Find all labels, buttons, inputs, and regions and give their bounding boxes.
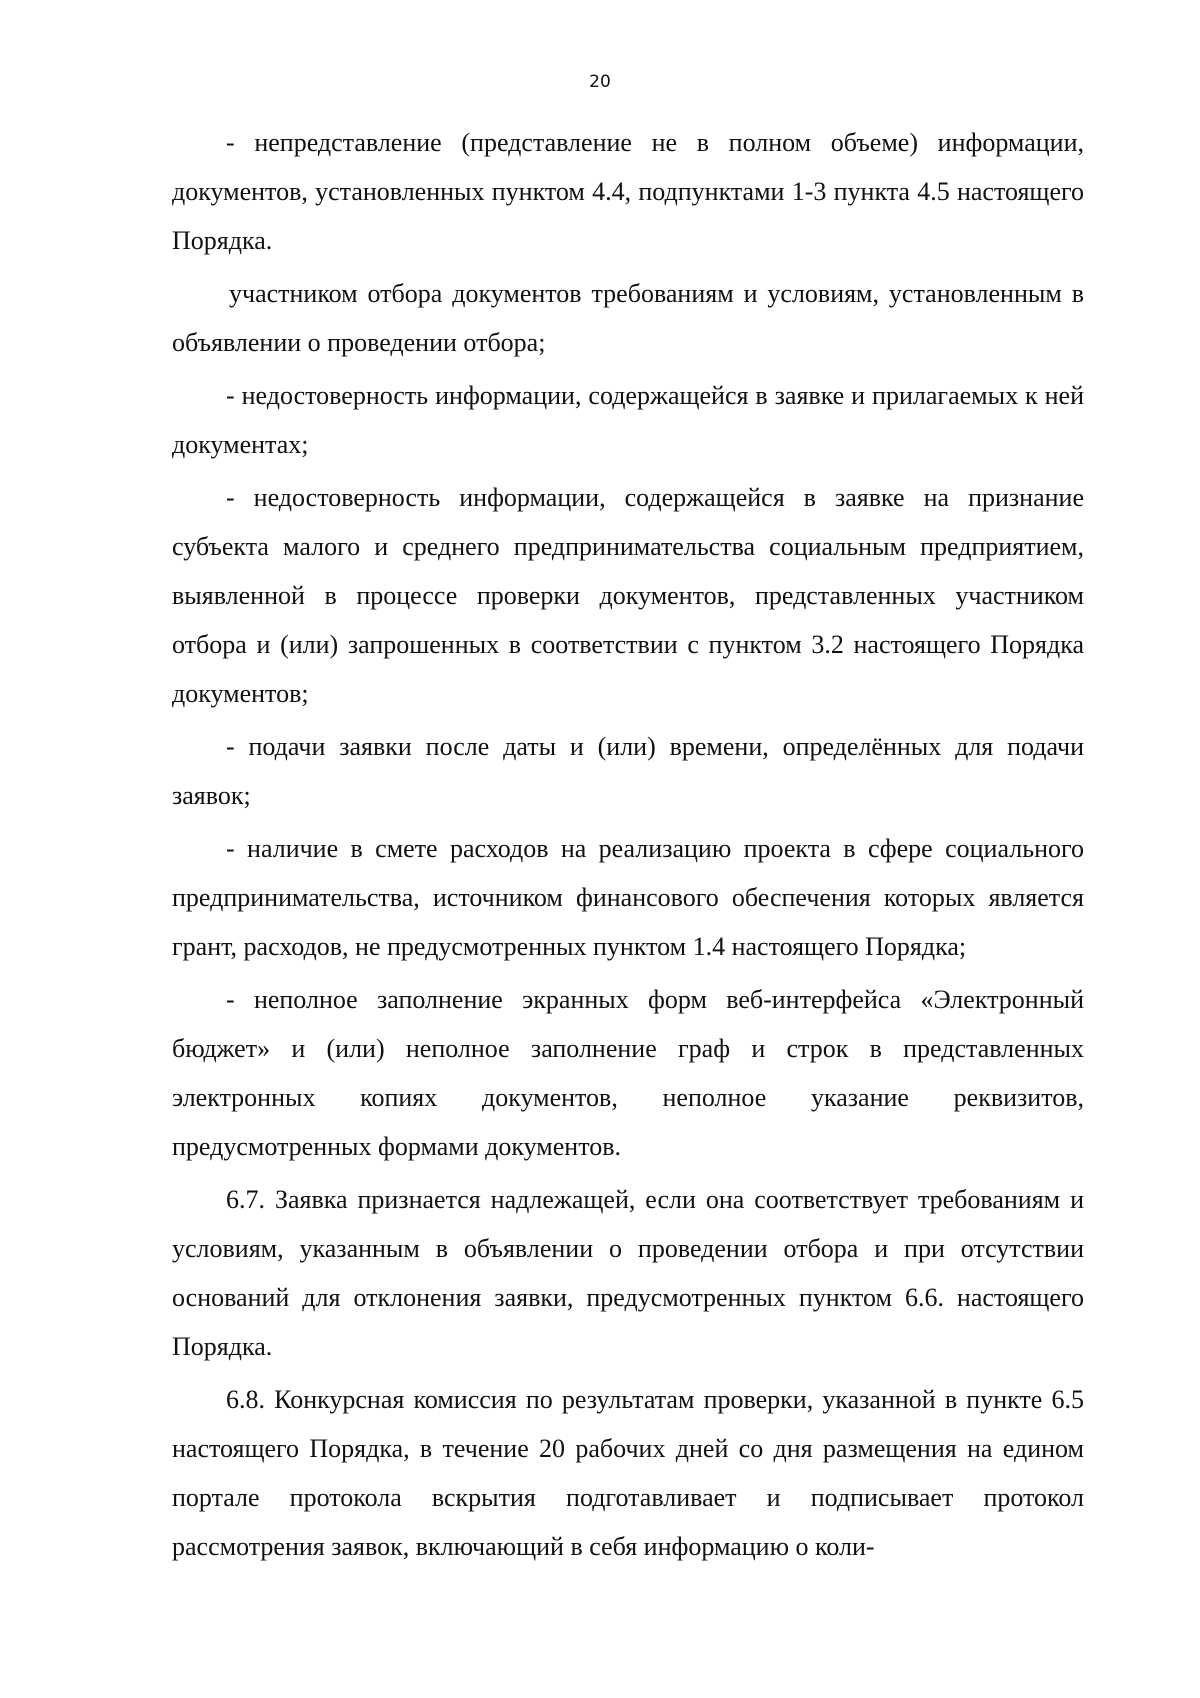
page-number: 20 (589, 72, 611, 92)
paragraph-incomplete-forms: - неполное заполнение экранных форм веб-интерфейса «Электронный бюджет» и (или) неполное заполнение граф и строк в представленных электронных копиях документов, неполное указание реквизитов, предусмотренных формами документов. (172, 985, 1084, 1161)
paragraph-unreliable-info: - недостоверность информации, содержащейся в заявке и прилагаемых к ней документах; (172, 381, 1084, 459)
paragraph-6-8: 6.8. Конкурсная комиссия по результатам проверки, указанной в пункте 6.5 настоящего Порядка, в течение 20 рабочих дней со дня размещения на едином портале протокола вскрытия подготавливает и подписывает протокол рассмотрения заявок, включающий в себя информацию о коли- (172, 1385, 1084, 1561)
paragraph-nonsubmission: - непредставление (представление не в полном объеме) информации, документов, установленных пунктом 4.4, подпунктами 1-3 пункта 4.5 настоящего Порядка. (172, 128, 1084, 255)
paragraph-6-7: 6.7. Заявка признается надлежащей, если она соответствует требованиям и условиям, указанным в объявлении о проведении отбора и при отсутствии оснований для отклонения заявки, предусмотренных пунктом 6.6. настоящего Порядка. (172, 1185, 1084, 1361)
paragraph-participant-documents: участником отбора документов требованиям и условиям, установленным в объявлении о проведении отбора; (172, 279, 1084, 357)
document-body (172, 118, 1084, 1571)
paragraph-late-submission: - подачи заявки после даты и (или) времени, определённых для подачи заявок; (172, 732, 1084, 810)
paragraph-unreliable-social-enterprise: - недостоверность информации, содержащейся в заявке на признание субъекта малого и среднего предпринимательства социальным предприятием, выявленной в процессе проверки документов, представленных участником отбора и (или) запрошенных в соответствии с пунктом 3.2 настоящего Порядка документов; (172, 483, 1084, 708)
paragraph-budget-expenses: - наличие в смете расходов на реализацию проекта в сфере социального предпринимательства, источником финансового обеспечения которых является грант, расходов, не предусмотренных пунктом 1.4 настоящего Порядка; (172, 834, 1084, 961)
